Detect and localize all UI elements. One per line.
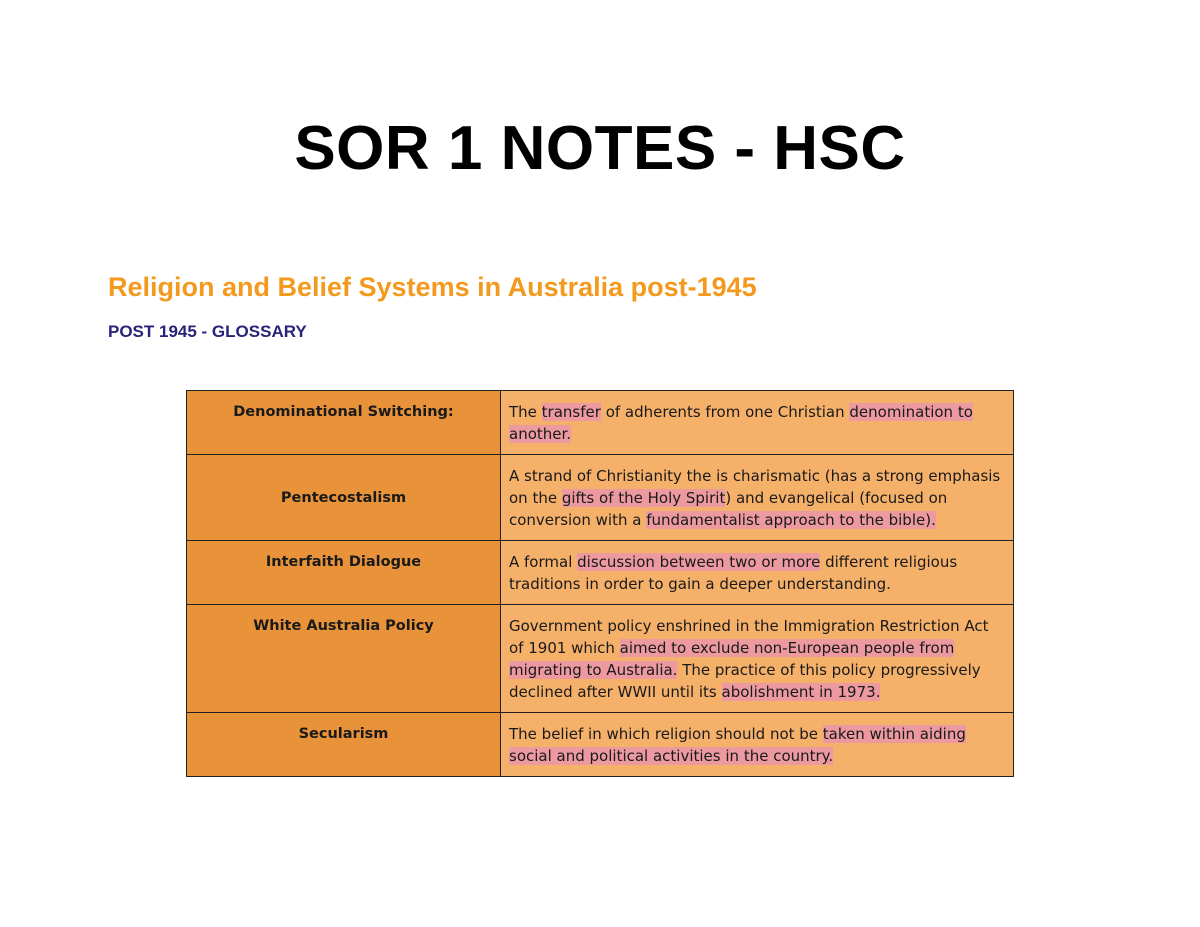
glossary-definition [501,455,1014,541]
highlighted-text: denomination to another. [509,403,973,443]
table-row [187,541,1014,605]
glossary-term: White Australia Policy [187,605,501,713]
definition-text: ) and evangelical (focused on conversion with a [509,489,948,529]
glossary-term: Secularism [187,713,501,777]
glossary-definition [501,605,1014,713]
table-row [187,391,1014,455]
definition-text: The practice of this policy progressively declined after WWII until its [509,661,981,701]
glossary-term: Interfaith Dialogue [187,541,501,605]
topic-subtitle: Religion and Belief Systems in Australia post-1945 [108,272,757,302]
page-title: SOR 1 NOTES - HSC [294,114,906,183]
highlighted-text: taken within aiding social and political activities in the country. [509,725,966,765]
glossary-definition [501,541,1014,605]
table-row [187,713,1014,777]
highlighted-text: gifts of the Holy Spirit [561,489,726,507]
definition-text: A formal [509,553,578,571]
glossary-term: Denominational Switching: [187,391,501,455]
highlighted-text: abolishment in 1973. [721,683,881,701]
definition-text: different religious traditions in order to gain a deeper understanding. [509,553,958,593]
glossary-body [187,391,1014,777]
definition-text: A strand of Christianity the is charismatic (has a strong emphasis on the [509,467,1001,507]
glossary-definition [501,391,1014,455]
table-row [187,605,1014,713]
highlighted-text: fundamentalist approach to the bible). [646,511,936,529]
highlighted-text: aimed to exclude non-European people from migrating to Australia. [509,639,955,679]
glossary-definition [501,713,1014,777]
section-heading: POST 1945 - GLOSSARY [108,322,307,341]
highlighted-text: transfer [541,403,601,421]
table-row [187,455,1014,541]
highlighted-text: discussion between two or more [577,553,821,571]
glossary-table [186,390,1014,777]
glossary-term: Pentecostalism [187,455,501,541]
definition-text: The [509,403,542,421]
definition-text: of adherents from one Christian [600,403,850,421]
definition-text: Government policy enshrined in the Immigration Restriction Act of 1901 which [509,617,989,657]
definition-text: The belief in which religion should not be [509,725,823,743]
